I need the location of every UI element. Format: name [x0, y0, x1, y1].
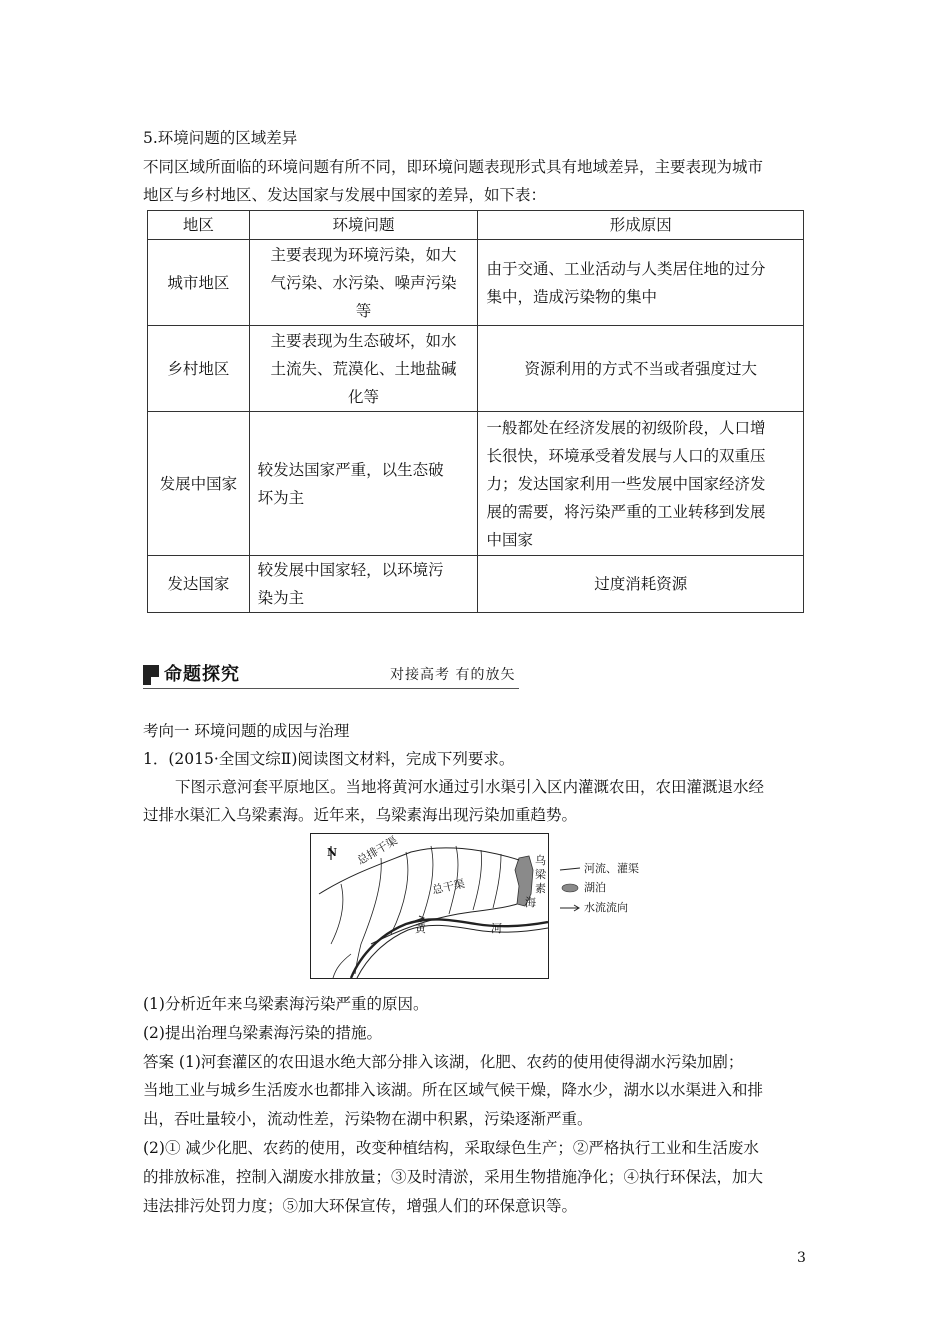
topic-heading: 考向一 环境问题的成因与治理 [143, 722, 350, 740]
map-canal-total-label: 总干渠 [431, 877, 466, 897]
page-number: 3 [797, 1250, 806, 1266]
hetao-map [310, 833, 549, 979]
region-cell: 发展中国家 [148, 412, 250, 556]
question-para-2: 过排水渠汇入乌梁素海。近年来，乌梁素海出现污染加重趋势。 [143, 806, 578, 824]
banner-title: 命题探究 [164, 664, 240, 685]
problem-line: 较发展中国家轻，以环境污 [257, 561, 444, 579]
problem-cell [249, 326, 478, 412]
problem-cell [249, 240, 478, 326]
answer-line-3: 出，吞吐量较小，流动性差，污染物在湖中积累，污染逐渐严重。 [143, 1110, 593, 1128]
table-row [148, 326, 804, 412]
region-cell: 发达国家 [148, 556, 250, 613]
cause-line: 由于交通、工业活动与人类居住地的过分 [486, 259, 766, 278]
map-lake-char: 海 [525, 896, 536, 909]
cause-line: 一般都处在经济发展的初级阶段，人口增 [486, 418, 766, 437]
problem-line: 等 [355, 301, 372, 320]
header-cause: 形成原因 [478, 211, 804, 240]
map-canal-main-label: 总排干渠 [355, 834, 400, 868]
legend-lake-icon [562, 884, 578, 892]
map-drawing [311, 834, 548, 978]
table-row [148, 240, 804, 326]
cause-line: 长很快，环境承受着发展与人口的双重压 [486, 446, 766, 465]
intro-line-2: 地区与乡村地区、发达国家与发展中国家的差异，如下表： [143, 186, 547, 204]
map-river-char: 河 [491, 922, 502, 935]
answer-line-2: 当地工业与城乡生活废水也都排入该湖。所在区域气候干燥，降水少，湖水以水渠进入和排 [143, 1081, 764, 1099]
cause-line: 资源利用的方式不当或者强度过大 [524, 359, 757, 378]
yellow-river-bank [357, 925, 548, 978]
map-river-char: 黄 [415, 922, 426, 935]
problem-line: 坏为主 [257, 488, 305, 507]
cause-cell [478, 326, 804, 412]
cause-line: 中国家 [486, 530, 533, 549]
cause-cell [478, 556, 804, 613]
section-heading: 5.环境问题的区域差异 [143, 129, 298, 147]
sub-question-2: (2)提出治理乌梁素海污染的措施。 [143, 1024, 382, 1042]
region-cell: 乡村地区 [148, 326, 250, 412]
table-header-row [148, 211, 804, 240]
answer-line-5: 的排放标准，控制入湖废水排放量；③及时清淤，采用生物措施净化；④执行环保法，加大 [143, 1168, 764, 1186]
canal-branch [391, 852, 408, 934]
cause-line: 集中，造成污染物的集中 [486, 287, 657, 306]
problem-line: 染为主 [257, 589, 305, 607]
problem-cell [249, 556, 478, 613]
answer-line-6: 违法排污处罚力度；⑤加大环保宣传，增强人们的环保意识等。 [143, 1197, 578, 1215]
map-lake-char: 乌 [535, 854, 546, 867]
legend-lake-label: 湖泊 [584, 881, 606, 894]
problem-line: 主要表现为生态破坏，如水 [270, 331, 457, 350]
region-cell: 城市地区 [148, 240, 250, 326]
table-row [148, 556, 804, 613]
cause-cell [478, 412, 804, 556]
header-problem: 环境问题 [249, 211, 478, 240]
problem-cell [249, 412, 478, 556]
banner-subtitle: 对接高考 有的放矢 [390, 667, 516, 683]
canal-branch [331, 884, 343, 944]
cause-line: 力；发达国家利用一些发展中国家经济发 [486, 474, 766, 493]
table-row [148, 412, 804, 556]
banner-rule [143, 688, 519, 689]
canal-branch [333, 954, 351, 978]
canal-branch [493, 854, 501, 908]
yellow-river [351, 919, 548, 978]
problem-line: 气污染、水污染、噪声污染 [270, 273, 457, 292]
banner-notch [151, 677, 159, 685]
sub-question-1: (1)分析近年来乌梁素海污染严重的原因。 [143, 995, 429, 1013]
cause-line: 展的需要，将污染严重的工业转移到发展 [486, 502, 766, 521]
intro-line-1: 不同区域所面临的环境问题有所不同，即环境问题表现形式具有地域差异，主要表现为城市 [143, 158, 764, 176]
problem-line: 化等 [348, 387, 380, 406]
map-north-label: N [327, 846, 338, 859]
cause-cell [478, 240, 804, 326]
main-drain-canal [319, 848, 519, 894]
cause-line: 过度消耗资源 [594, 575, 688, 593]
legend-flow-label: 水流流向 [584, 901, 628, 914]
problem-line: 土流失、荒漠化、土地盐碱 [270, 359, 457, 378]
map-lake-char: 素 [535, 882, 546, 895]
map-lake-char: 梁 [535, 868, 546, 881]
canal-branch [473, 850, 482, 910]
question-stem: 1．(2015·全国文综Ⅱ)阅读图文材料，完成下列要求。 [143, 750, 515, 768]
problem-line: 较发达国家严重，以生态破 [257, 460, 444, 479]
problem-line: 主要表现为环境污染，如大 [270, 245, 457, 264]
answer-line-4: (2)① 减少化肥、农药的使用，改变种植结构，采取绿色生产；②严格执行工业和生活废水 [143, 1139, 759, 1157]
region-table [147, 210, 804, 613]
header-region: 地区 [148, 211, 250, 240]
canal-branch [355, 858, 381, 974]
legend-river-icon [560, 868, 580, 870]
legend-river-label: 河流、灌渠 [584, 862, 639, 875]
question-para-1: 下图示意河套平原地区。当地将黄河水通过引水渠引入区内灌溉农田，农田灌溉退水经 [175, 778, 765, 796]
answer-line-1: 答案 (1)河套灌区的农田退水绝大部分排入该湖，化肥、农药的使用使得湖水污染加剧； [143, 1053, 744, 1071]
